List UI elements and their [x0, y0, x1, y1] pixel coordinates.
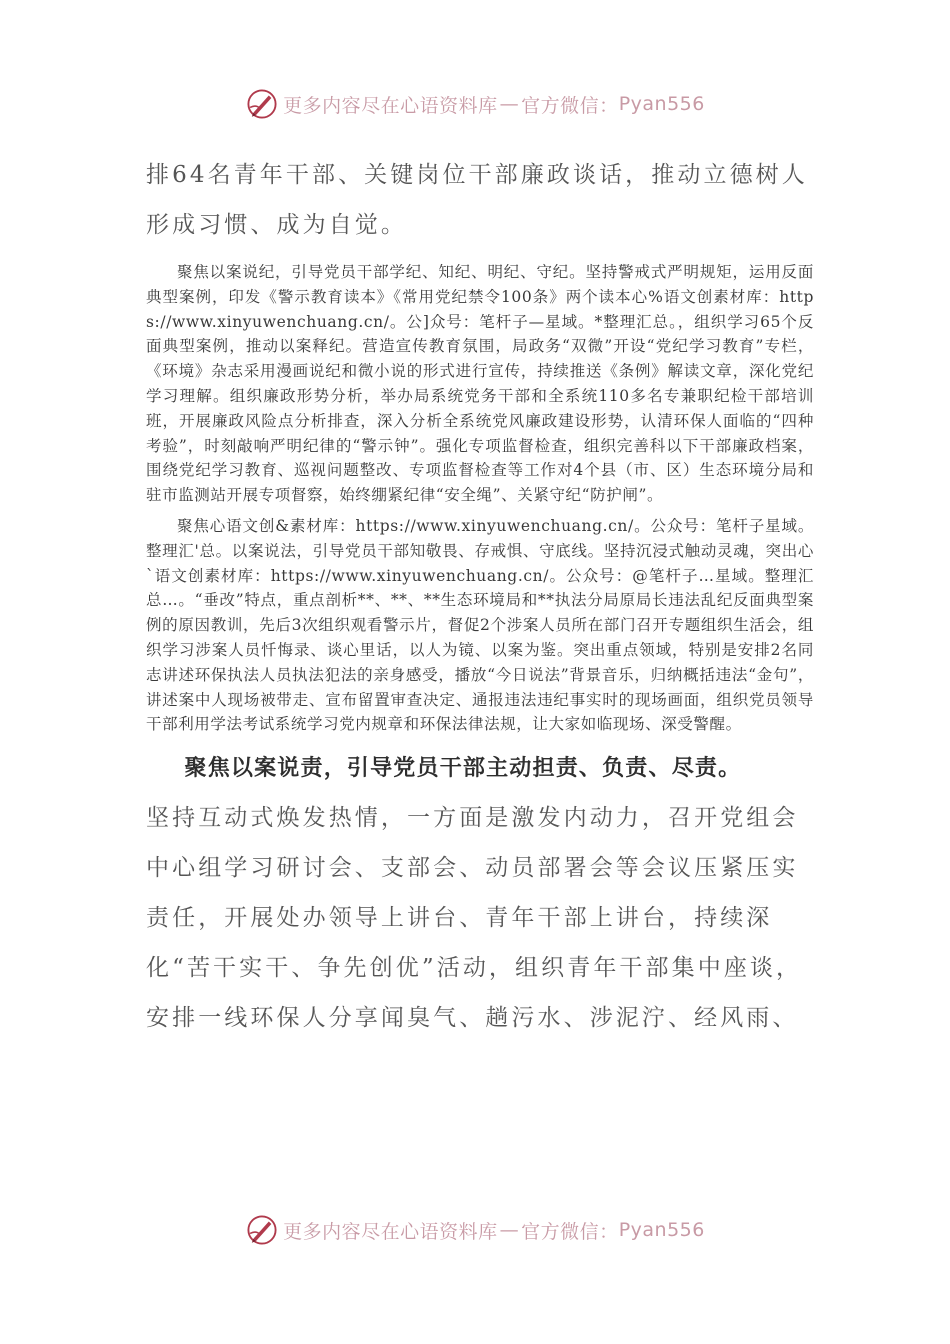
document-body	[146, 150, 814, 1043]
paragraph-law: 聚焦心语文创&素材库：https://www.xinyuwenchuang.cn/。公众号：笔杆子星域。整理汇'总。以案说法，引导党员干部知敬畏、存戒惧、守底线。坚持沉浸式触动灵魂，突出心`语文创素材库：https://www.xinyuwenchuang.cn/。公众号：@笔杆子…星域。整理汇总…。“垂改”特点，重点剖析**、**、**生态环境局和**执法分局原局长违法乱纪反面典型案例的原因教训，先后3次组织观看警示片，督促2个涉案人员所在部门召开专题组织生活会，组织学习涉案人员忏悔录、谈心里话，以人为镜、以案为鉴。突出重点领域，特别是安排2名同志讲述环保执法人员执法犯法的亲身感受，播放“今日说法”背景音乐，归纳概括违法“金句”，讲述案中人现场被带走、宣布留置审查决定、通报违法违纪事实时的现场画面，组织党员领导干部利用学法考试系统学习党内规章和环保法律法规，让大家如临现场、深受警醒。	[146, 516, 814, 734]
pen-logo-icon	[245, 1213, 279, 1247]
banner-wechat-label: 官方微信：	[521, 1220, 619, 1243]
banner-text: 更多内容尽在心语资料库	[283, 1220, 498, 1243]
header-banner	[0, 84, 950, 124]
banner-separator: —	[499, 93, 520, 115]
banner-separator: —	[499, 1219, 520, 1241]
pen-logo-icon	[245, 87, 279, 121]
banner-handle: Pyan556	[618, 93, 705, 115]
paragraph-discipline: 聚焦以案说纪，引导党员干部学纪、知纪、明纪、守纪。坚持警戒式严明规矩，运用反面典型案例，印发《警示教育读本》《常用党纪禁令100条》两个读本心%语文创素材库：https://www.xinyuwenchuang.cn/。公]众号：笔杆子—星域。*整理汇总。，组织学习65个反面典型案例，推动以案释纪。营造宣传教育氛围，局政务“双微”开设“党纪学习教育”专栏，《环境》杂志采用漫画说纪和微小说的形式进行宣传，持续推送《条例》解读文章，深化党纪学习理解。组织廉政形势分析，举办局系统党务干部和全系统110多名专兼职纪检干部培训班，开展廉政风险点分析排查，深入分析全系统党风廉政建设形势，认清环保人面临的“四种考验”，时刻敲响严明纪律的“警示钟”。强化专项监督检查，组织完善科以下干部廉政档案，围绕党纪学习教育、巡视问题整改、专项监督检查等工作对4个县（市、区）生态环境分局和驻市监测站开展专项督察，始终绷紧纪律“安全绳”、关紧守纪“防护闸”。	[146, 263, 814, 505]
banner-wechat-label: 官方微信：	[521, 94, 619, 117]
banner-text: 更多内容尽在心语资料库	[283, 94, 498, 117]
section-heading: 聚焦以案说责，引导党员干部主动担责、负责、尽责。	[184, 755, 742, 782]
paragraph-responsibility: 坚持互动式焕发热情，一方面是激发内动力，召开党组会中心组学习研讨会、支部会、动员部署会等会议压紧压实责任，开展处办领导上讲台、青年干部上讲台，持续深化“苦干实干、争先创优”活动，组织青年干部集中座谈，安排一线环保人分享闻臭气、趟污水、涉泥泞、经风雨、	[146, 805, 803, 1032]
footer-banner	[0, 1210, 950, 1250]
banner-handle: Pyan556	[618, 1219, 705, 1241]
intro-text: 排64名青年干部、关键岗位干部廉政谈话，推动立德树人形成习惯、成为自觉。	[146, 162, 808, 238]
